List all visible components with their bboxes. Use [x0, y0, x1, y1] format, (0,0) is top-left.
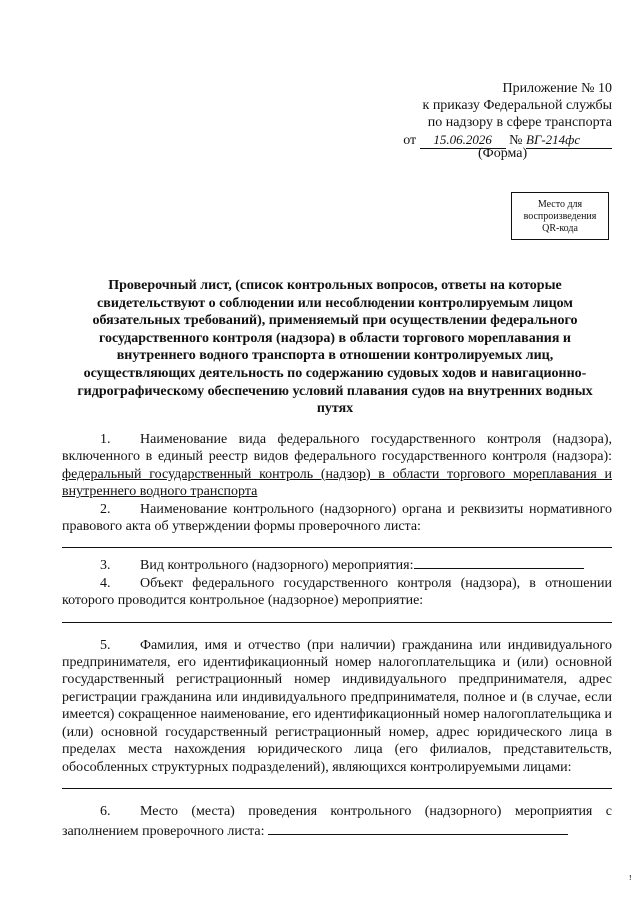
document-title: Проверочный лист, (список контрольных вопросов, ответы на которые свидетельствуют о соблюдении или несоблюдении контролируемым лицом обязательных требований), применяемый при осуществлении федерального государственного контроля (надзора) в области торгового мореплавания и внутреннего водного транспорта в отношении контролируемых лиц, осуществляющих деятельность по содержанию судовых ходов и навигационно-гидрографическому обеспечению условий плавания судов на внутренних водных путях: [77, 278, 593, 417]
order-authority: по надзору в сфере транспорта: [427, 115, 612, 130]
date-prefix: от: [403, 133, 417, 148]
item-5-blank-line: [62, 776, 612, 789]
number-prefix: №: [509, 133, 523, 148]
item-5-text: Фамилия, имя и отчество (при наличии) гражданина или индивидуального предпринимателя, его идентификационный номер налогоплательщика и (или) основной государственный регистрационный номер индивидуального предпринимателя, адрес регистрации гражданина или индивидуального предпринимателя, полное и (в случае, если имеется) сокращенное наименование, его идентификационный номер налогоплательщика и (или) основной государственный регистрационный номер, адрес юридического лица в пределах места нахождения юридического лица (его филиалов, представительств, обособленных структурных подразделений), являющихся контролируемыми лицами:: [62, 637, 612, 775]
item-6: [62, 803, 612, 841]
qr-line-1: Место для: [537, 199, 583, 210]
item-3-text: Вид контрольного (надзорного) мероприятия:: [140, 558, 414, 574]
item-1: [62, 431, 612, 501]
item-6-blank-line: [268, 820, 568, 835]
qr-line-2: воспроизведения: [523, 211, 597, 222]
handwritten-date: 15.06.2026: [420, 131, 506, 149]
handwritten-number: ВГ-214фс: [526, 131, 612, 149]
item-4-blank-line: [62, 610, 612, 623]
item-5: [62, 637, 612, 776]
item-1-value: федеральный государственный контроль (надзор) в области торгового мореплавания и внутреннего водного транспорта: [62, 466, 612, 500]
checklist-body: [62, 431, 612, 841]
qr-code-placeholder: [511, 192, 609, 240]
item-4-text: Объект федерального государственного контроля (надзора), в отношении которого проводится контрольное (надзорное) мероприятие:: [62, 575, 612, 609]
item-1-text: Наименование вида федерального государственного контроля (надзора), включенного в единый реестр видов федерального государственного контроля (надзора):: [62, 432, 612, 465]
order-header: [372, 80, 612, 149]
item-6-number: 6.: [100, 803, 111, 819]
item-5-number: 5.: [100, 637, 111, 653]
appendix-number: Приложение № 10: [502, 81, 612, 96]
item-4: [62, 575, 612, 610]
item-2-text: Наименование контрольного (надзорного) органа и реквизиты нормативного правового акта об утверждении формы проверочного листа:: [62, 501, 612, 535]
scan-edge-mark: ꜝ: [628, 876, 632, 887]
order-reference: к приказу Федеральной службы: [422, 98, 612, 113]
item-2-blank-line: [62, 535, 612, 548]
item-1-number: 1.: [100, 432, 111, 447]
item-2-number: 2.: [100, 501, 111, 517]
item-3-blank-line: [414, 554, 584, 569]
item-3: [62, 554, 612, 574]
item-4-number: 4.: [100, 575, 111, 591]
form-label: (Форма): [478, 146, 528, 161]
qr-line-3: QR-кода: [542, 223, 578, 234]
item-2: [62, 501, 612, 536]
item-3-number: 3.: [100, 558, 111, 574]
item-6-text: Место (места) проведения контрольного (надзорного) мероприятия с заполнением проверочного листа:: [62, 803, 612, 840]
